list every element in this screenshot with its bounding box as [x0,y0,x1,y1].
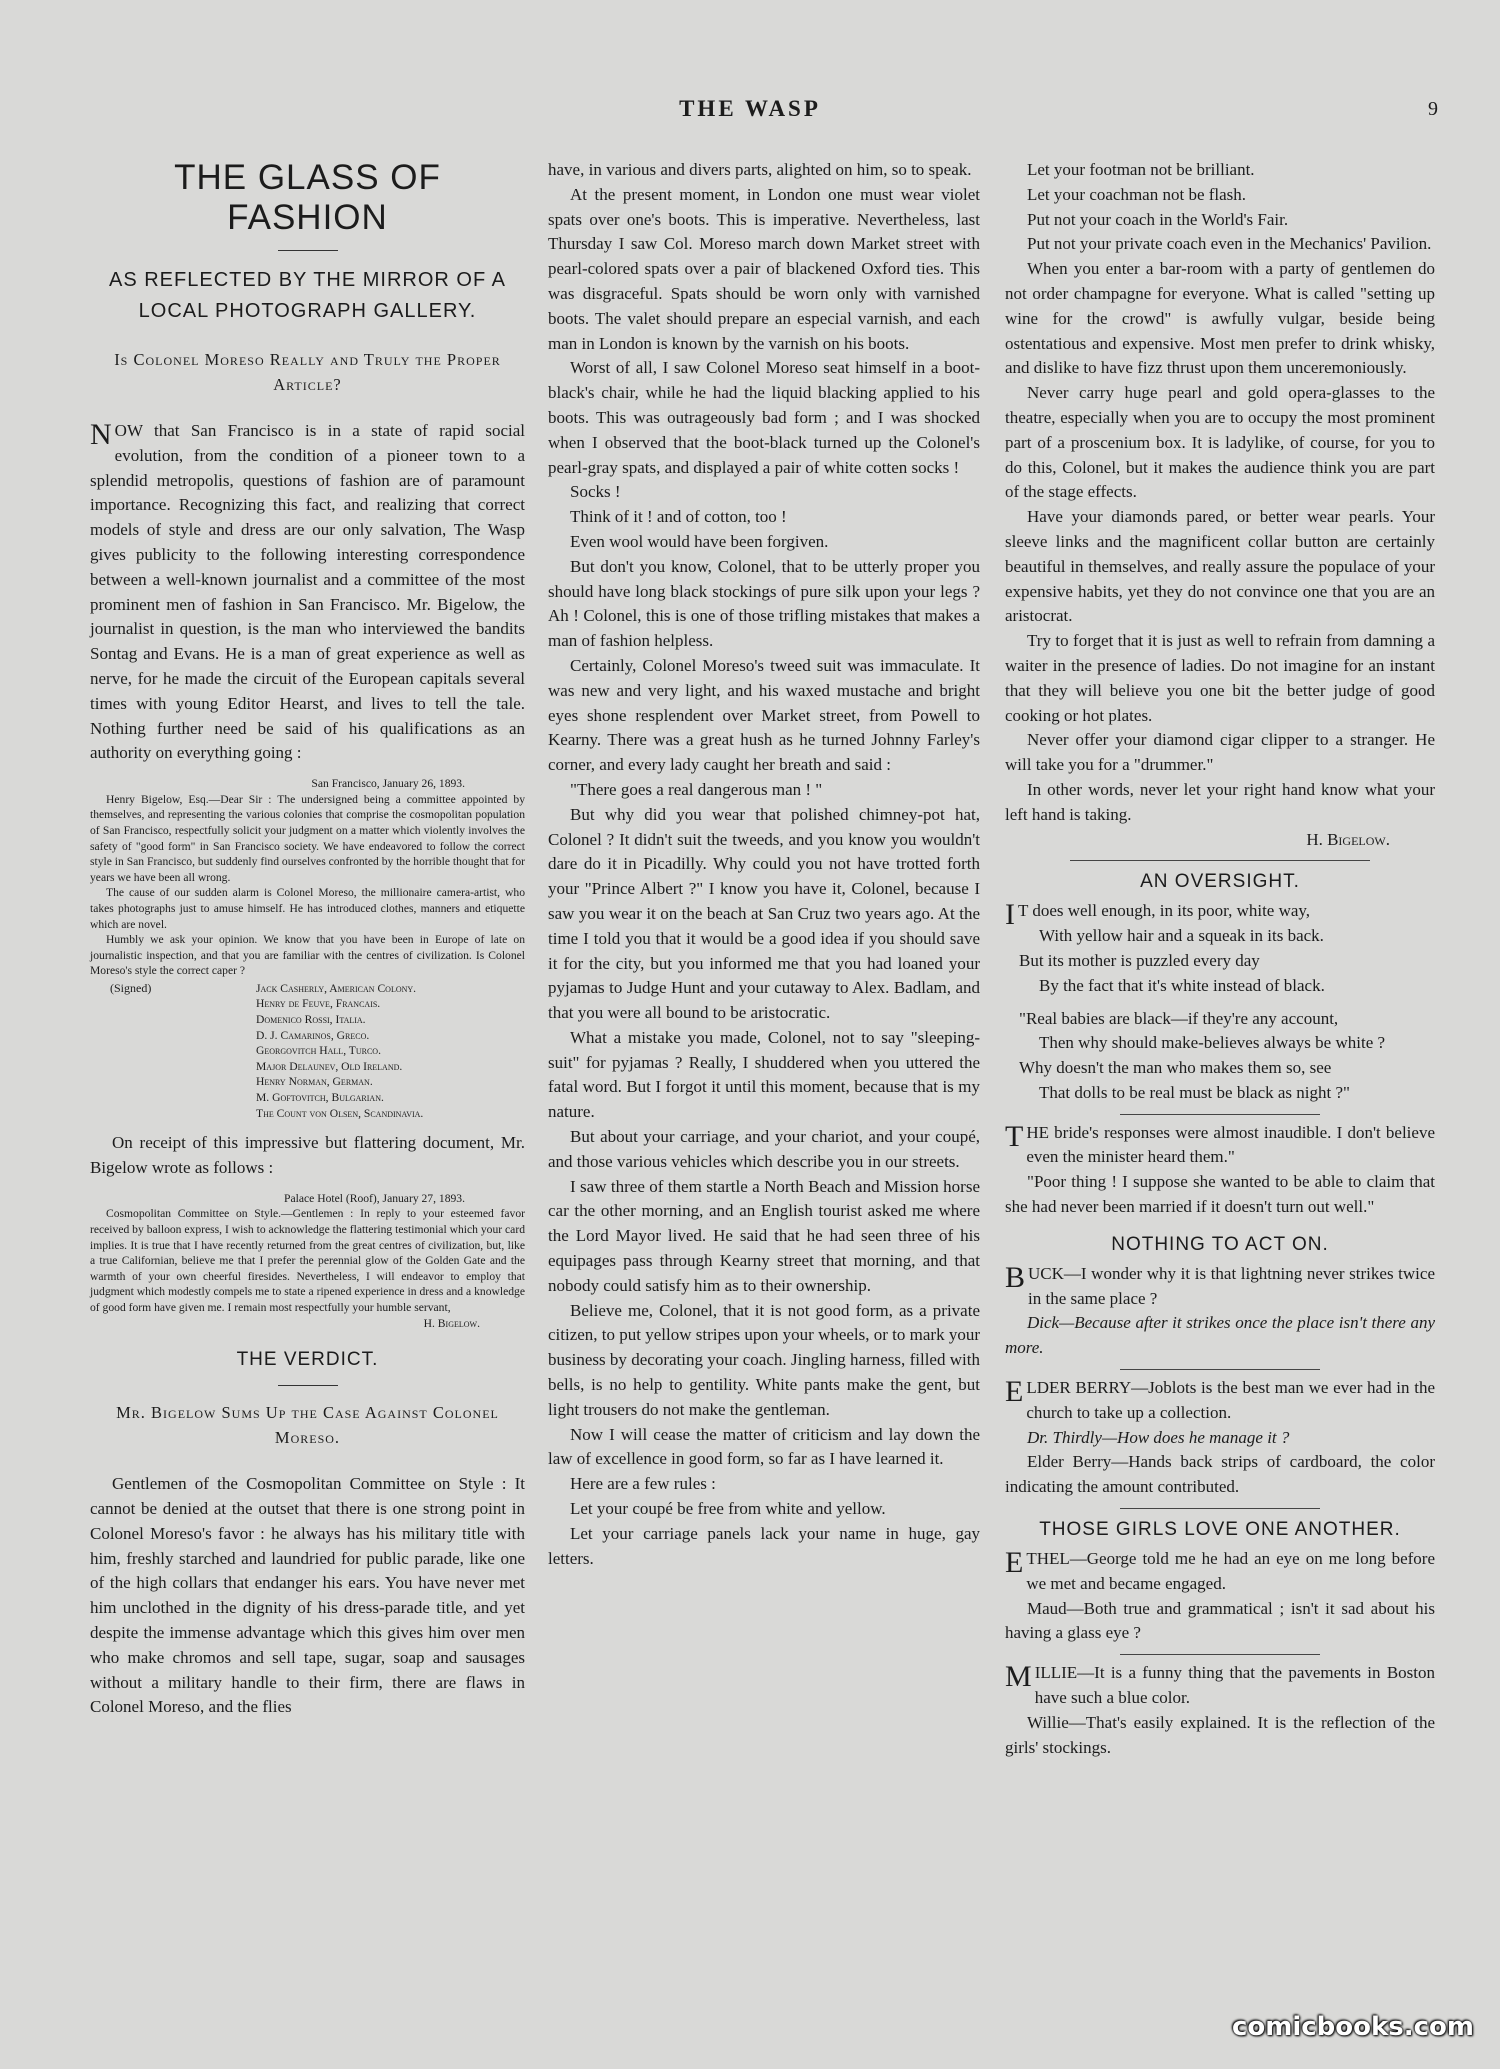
divider [278,1385,338,1386]
verdict-paragraph: Gentlemen of the Cosmopolitan Committee on Style : It cannot be denied at the outset that there is one strong point in Colonel Moreso's favor : he always has his military title with him, freshly starched and laundried for public parade, like one of the high collars that endanger his ears. You have never met him unclothed in the dignity of his dress-parade title, and yet despite the immense advantage which this gives him over men who make chromos and sell tape, sugar, soap and sausages without a military handle to their firm, there are flaws in Colonel Moreso, and the flies [90,1474,525,1717]
article-question: Is Colonel Moreso Really and Truly the Proper Article? [114,350,501,394]
drop-cap: T [1005,1119,1024,1153]
nothing-title: NOTHING TO ACT ON. [1111,1233,1329,1255]
paragraph: But why did you wear that polished chimney-pot hat, Colonel ? It didn't suit the tweeds, and you know you wouldn't dare do it in Picadilly. Why could you not have trotted forth your "Prince Albert ?" I know you have it, Colonel, because I saw you wear it on the beach at San Cruz two years ago. At the time I told you that it would be a good idea if you should save it for the city, but you informed me that you had loaned your pyjamas to Judge Hunt and your cutaway to Alex. Badlam, and that you were all bound to be aristocratic. [548,804,980,1023]
paragraph: Even wool would have been forgiven. [570,531,829,551]
elder-line: ELDER BERRY—Joblots is the best man we ever had in the church to take up a collection. [1005,1375,1435,1422]
paragraph: Certainly, Colonel Moreso's tweed suit was immaculate. It was new and very light, and his waxed mustache and bright eyes shone resplendent over Market street, from Powell to Kearny. There was a great hush as he turned Johnny Farley's corner, and every lady caught her breath and said : [548,655,980,775]
signatory-list [256,981,423,1121]
dick-line: Dick—Because after it strikes once the place isn't there any more. [1005,1313,1435,1358]
thirdly-line: Dr. Thirdly—How does he manage it ? [1027,1427,1290,1447]
paragraph: "There goes a real dangerous man ! " [570,779,823,799]
paragraph: When you enter a bar-room with a party of gentlemen do not order champagne for everyone. What is called "setting up wine for the crowd" is awfully vulgar, beside being ostentatious and expensive. Most men prefer to drink whisky, and dislike to have fizz thrust upon them unceremoniously. [1005,259,1435,378]
verdict-subtitle: Mr. Bigelow Sums Up the Case Against Colonel Moreso. [116,1403,499,1448]
rule-item: Let your footman not be brilliant. [1027,160,1255,179]
letter-date: Palace Hotel (Roof), January 27, 1893. [284,1191,465,1205]
article-subtitle: AS REFLECTED BY THE MIRROR OF A LOCAL PHOTOGRAPH GALLERY. [109,269,506,322]
poem-line: By the fact that it's white instead of black. [1039,975,1325,995]
paragraph: But about your carriage, and your chariot, and your coupé, and those various vehicles which describe you in our streets. [548,1127,980,1171]
committee-letter [90,776,525,1121]
paragraph: What a mistake you made, Colonel, not to say "sleeping-suit" for pyjamas ? Really, I shuddered when you uttered the fatal word. But I forgot it until this moment, because that is my nature. [548,1027,980,1122]
bride-joke: THE bride's responses were almost inaudible. I don't believe even the minister heard them." [1005,1119,1435,1167]
divider [1120,1654,1320,1655]
page-number: 9 [1428,98,1438,120]
drop-cap: E [1005,1375,1024,1409]
letter-paragraph: Henry Bigelow, Esq.—Dear Sir : The undersigned being a committee appointed by themselves, and representing the various colonies that comprise the cosmopolitan population of San Francisco, respectfully solicit your judgment on a matter which violently involves the safety of "good form" in San Francisco society. We have endeavored to follow the correct style in San Francisco, but suddenly find ourselves confronted by the horrible thought that for years we have been all wrong. [90,792,526,884]
poem [1005,899,1435,1105]
paragraph: But don't you know, Colonel, that to be utterly proper you should have long black stockings of pure silk upon your legs ? Ah ! Colonel, this is one of those trifling mistakes that makes a man of fashion helpless. [548,556,980,651]
signatory: Henry Norman, German. [256,1075,373,1089]
maud-line: Maud—Both true and grammatical ; isn't it sad about his having a glass eye ? [1005,1598,1435,1643]
paragraph: Have your diamonds pared, or better wear pearls. Your sleeve links and the magnificent collar button are certainly beautiful in themselves, and really assure the populace of your expensive habits, yet they do not convince one that you are an aristocrat. [1005,507,1435,626]
divider [1120,1369,1320,1370]
article-signature: H. Bigelow. [1306,829,1390,849]
bigelow-letter [90,1191,525,1331]
elder-reply-line: Elder Berry—Hands back strips of cardboard, the color indicating the amount contributed. [1005,1452,1435,1497]
signatory: Jack Casherly, American Colony. [256,981,417,995]
signatory: Henry de Feuve, Francais. [256,997,381,1011]
rule-item: Put not your coach in the World's Fair. [1027,209,1289,229]
millie-line: MILLIE—It is a funny thing that the pavements in Boston have such a blue color. [1005,1660,1435,1708]
paragraph: Let your carriage panels lack your name in huge, gay letters. [548,1523,980,1568]
paragraph: have, in various and divers parts, alighted on him, so to speak. [548,160,972,179]
paragraph: In other words, never let your right hand know what your left hand is taking. [1005,779,1435,824]
buck-line: BUCK—I wonder why it is that lightning never strikes twice in the same place ? [1005,1260,1435,1308]
poem-line: That dolls to be real must be black as night ?" [1039,1082,1350,1102]
masthead: THE WASP [679,96,821,121]
ethel-line: ETHEL—George told me he had an eye on me long before we met and became engaged. [1005,1546,1435,1593]
drop-cap: I [1005,898,1015,932]
column-3 [1005,158,1435,1760]
paragraph: I saw three of them startle a North Beach and Mission horse car the other morning, and an English tourist asked me where the Lord Mayor lived. He said that he had seen three of his equipages pass through Kearny street that morning, and that nobody could satisfy him as to their ownership. [548,1176,980,1295]
divider [1070,860,1370,861]
divider [1120,1508,1320,1509]
poem-line: Why doesn't the man who makes them so, see [1019,1058,1332,1078]
poem-line: I T does well enough, in its poor, white way, [1005,898,1311,932]
paragraph: At the present moment, in London one must wear violet spats over one's boots. This is imperative. Nevertheless, last Thursday I saw Col. Moreso march down Market street with pearl-colored spats over a pair of blackened Oxford ties. This was disgraceful. Spats should be worn only with varnished boots. The valet should prepare an especial varnish, and each man in London is known by the varnish on his boots. [548,184,980,353]
paragraph: Now I will cease the matter of criticism and lay down the law of excellence in good form, so far as I have learned it. [548,1424,980,1469]
letter-paragraph: Humbly we ask your opinion. We know that you have been in Europe of late on journalistic inspection, and that you are familiar with the centres of civilization. Is Colonel Moreso's style the correct caper ? [90,933,525,978]
paragraph: Never carry huge pearl and gold opera-glasses to the theatre, especially when you are to occupy the most prominent part of a proscenium box. It is ladylike, of course, for you to do this, Colonel, but it makes the audience think you are part of the stage effects. [1005,383,1435,502]
column-1 [90,158,525,1720]
intro-paragraph: NOW that San Francisco is in a state of rapid social evolution, from the condition of a pioneer town to a splendid metropolis, questions of fashion are of paramount importance. Recognizing this fact, and realizing that correct models of style and dress are our only salvation, The Wasp gives publicity to the following interesting correspondence between a well-known journalist and a committee of the most prominent men of fashion in San Francisco. Mr. Bigelow, the journalist in question, is the man who interviewed the bandits Sontag and Evans. He is a man of great experience as well as nerve, for he made the circuit of the European capitals several times with young Editor Hearst, and lives to tell the tale. Nothing further need be said of his qualifications as an authority on everything going : [90,418,525,763]
paragraph: Let your coupé be free from white and yellow. [570,1499,886,1519]
paragraph: Think of it ! and of cotton, too ! [570,507,787,527]
signatory: Georgovitch Hall, Turco. [256,1044,381,1058]
bride-joke-reply: "Poor thing ! I suppose she wanted to be able to claim that she had never been married if it doesn't turn out well." [1005,1172,1435,1217]
signatory: D. J. Camarinos, Greco. [256,1028,370,1042]
divider [1120,1114,1320,1115]
site-watermark: comicbooks.com [1231,2012,1474,2042]
signatures [90,981,525,1121]
drop-cap: M [1005,1660,1032,1694]
paragraph: Worst of all, I saw Colonel Moreso seat himself in a boot-black's chair, while he had the liquid blacking applied to his boots. This was outrageously bad form ; and I was shocked when I observed that the boot-black turned up the Colonel's pearl-gray spats, and displayed a pair of white cotten socks ! [548,358,980,477]
signatory: Major Delaunev, Old Ireland. [256,1059,403,1073]
paragraph: Here are a few rules : [570,1474,716,1494]
signed-label: (Signed) [110,980,152,995]
column-2 [548,158,980,1571]
paragraph: Never offer your diamond cigar clipper to a stranger. He will take you for a "drummer." [1005,730,1435,775]
drop-cap: N [90,418,112,451]
poem-line: With yellow hair and a squeak in its back. [1039,926,1324,946]
signatory: Domenico Rossi, Italia. [256,1013,366,1027]
verdict-title: THE VERDICT. [236,1349,379,1371]
oversight-title: AN OVERSIGHT. [1140,871,1300,893]
poem-line: But its mother is puzzled every day [1019,950,1260,970]
drop-cap: E [1005,1546,1024,1580]
divider [278,250,338,251]
paragraph: Try to forget that it is just as well to refrain from damning a waiter in the presence of ladies. Do not imagine for an instant that they will believe you one bit the better judge of good cooking or hot plates. [1005,631,1435,725]
signatory: The Count von Olsen, Scandinavia. [256,1106,424,1120]
rule-item: Let your coachman not be flash. [1027,184,1247,204]
paragraph: Socks ! [570,482,621,502]
poem-line: "Real babies are black—if they're any account, [1019,1008,1339,1028]
letter-signature: H. Bigelow. [423,1316,480,1330]
signatory: M. Goftovitch, Bulgarian. [256,1091,384,1105]
rule-item: Put not your private coach even in the Mechanics' Pavilion. [1027,234,1432,254]
paragraph: Believe me, Colonel, that it is not good form, as a private citizen, to put yellow stripes upon your wheels, or to mark your business by decorating your coach. Jingling harness, filled with bells, is no help to gentility. White pants make the gent, but light trousers do not make the gentleman. [548,1300,980,1419]
article-title: THE GLASS OF FASHION [174,158,441,237]
letter-paragraph: The cause of our sudden alarm is Colonel Moreso, the millionaire camera-artist, who takes photographs just to amuse himself. He has introduced clothes, manners and etiquette which are novel. [90,886,525,931]
letter-date: San Francisco, January 26, 1893. [311,777,465,791]
poem-line: Then why should make-believes always be white ? [1039,1033,1386,1053]
girls-title: THOSE GIRLS LOVE ONE ANOTHER. [1039,1519,1401,1541]
reply-intro: On receipt of this impressive but flattering document, Mr. Bigelow wrote as follows : [90,1133,525,1178]
willie-line: Willie—That's easily explained. It is the reflection of the girls' stockings. [1005,1712,1435,1757]
letter-paragraph: Cosmopolitan Committee on Style.—Gentlemen : In reply to your esteemed favor received by balloon express, I wish to acknowledge the flattering testimonial which your card implies. It is true that I have recently returned from the great centres of civilization, but, like a true Californian, believe me that I prefer the perennial glow of the Golden Gate and the warmth of your own cheerful firesides. Nevertheless, I will endeavor to employ that judgment which modestly compels me to state a ripened experience in dress and a knowledge of good form have given me. I remain most respectfully your humble servant, [90,1207,525,1314]
drop-cap: B [1005,1260,1026,1294]
